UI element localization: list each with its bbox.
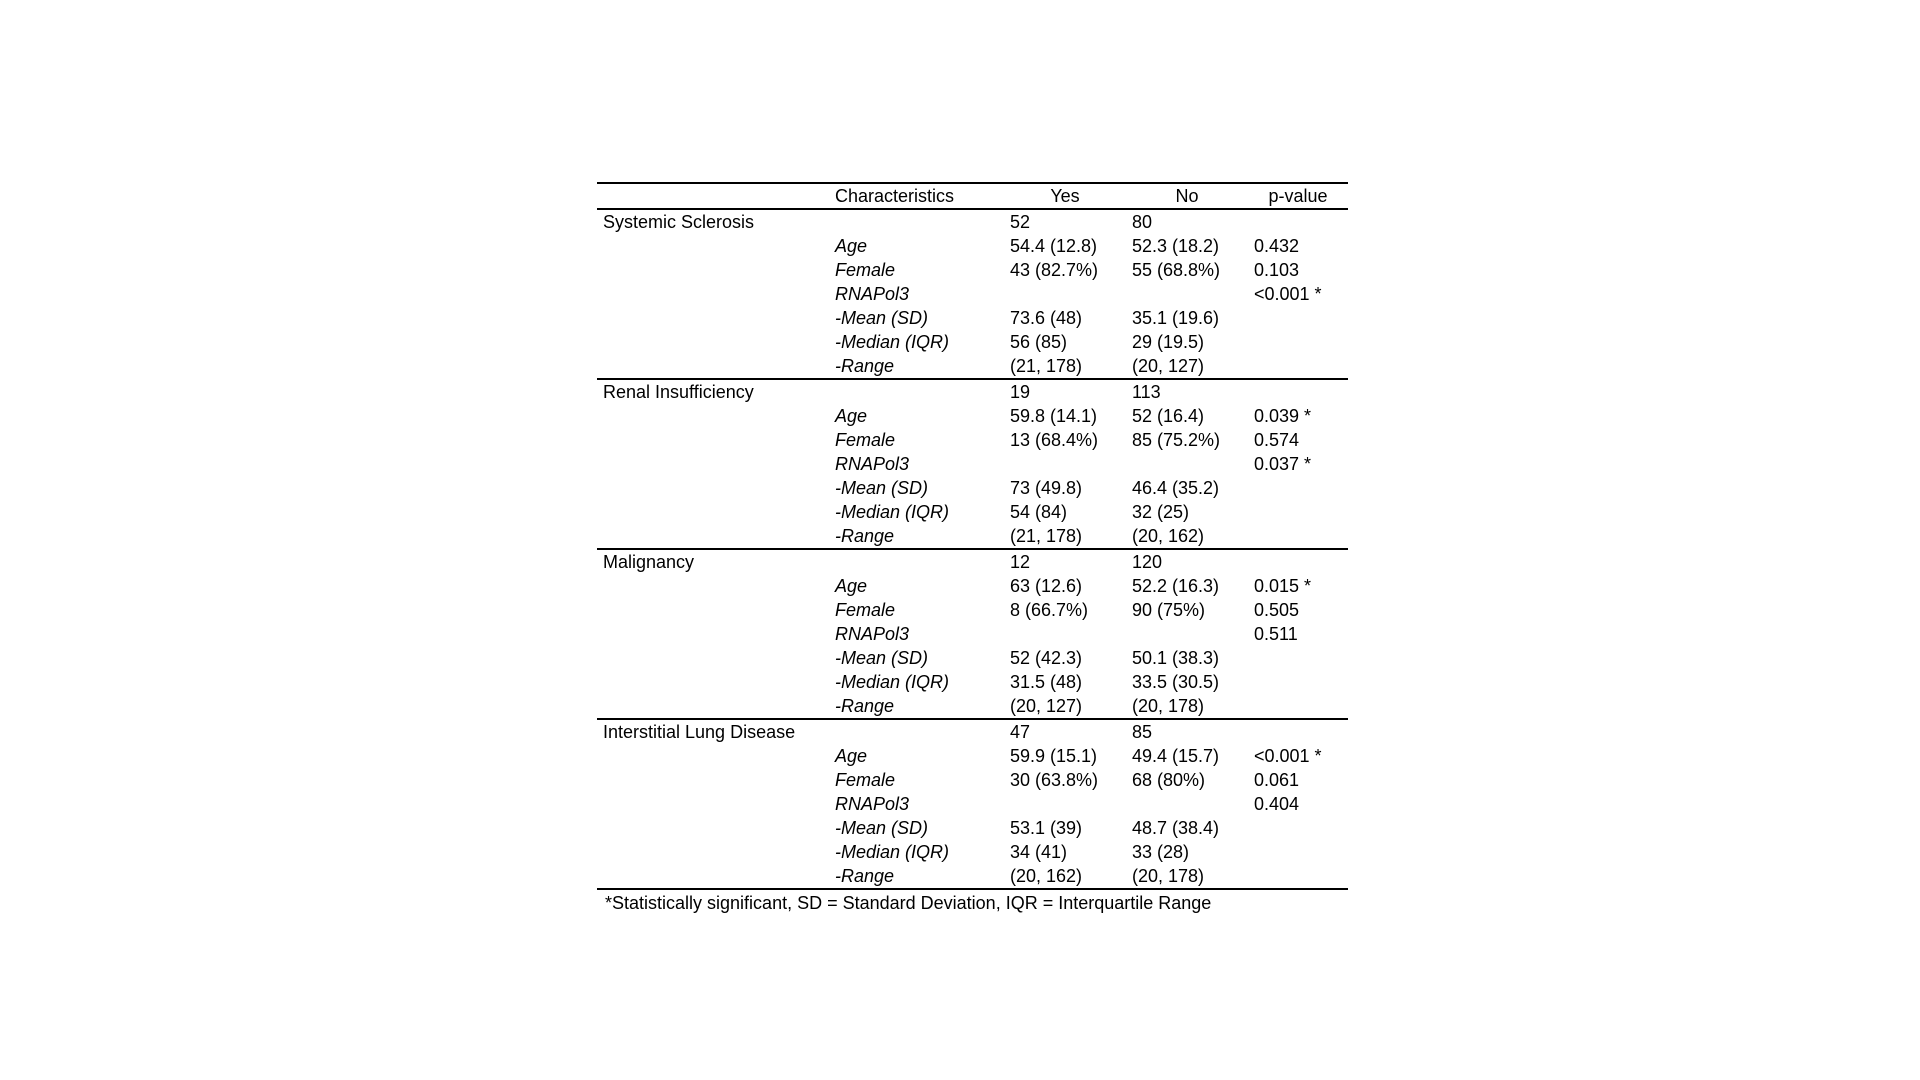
row-p-value	[1248, 864, 1348, 889]
row-no-value: 33 (28)	[1132, 842, 1190, 862]
row-no-value: 68 (80%)	[1132, 770, 1206, 790]
row-blank	[597, 452, 829, 476]
group-name: Malignancy	[603, 552, 695, 572]
group-no-count: 85	[1132, 722, 1153, 742]
table-row	[597, 768, 1348, 792]
group-spacer	[829, 209, 1004, 234]
row-p-value	[1248, 670, 1348, 694]
group-no-count: 113	[1132, 382, 1161, 402]
group-yes-count: 19	[1010, 382, 1031, 402]
row-p-value: 0.574	[1254, 430, 1300, 450]
row-no-value: 49.4 (15.7)	[1132, 746, 1220, 766]
row-yes-value	[1004, 452, 1126, 476]
row-blank	[597, 476, 829, 500]
table-row	[597, 622, 1348, 646]
table-row	[597, 428, 1348, 452]
group-no-count: 80	[1132, 212, 1153, 232]
row-no-value: 52 (16.4)	[1132, 406, 1205, 426]
table-row	[597, 670, 1348, 694]
row-label: -Range	[835, 356, 895, 376]
row-yes-value	[1004, 792, 1126, 816]
row-p-value: 0.103	[1254, 260, 1300, 280]
row-blank	[597, 622, 829, 646]
row-yes-value: (21, 178)	[1010, 356, 1083, 376]
header-blank	[597, 183, 829, 209]
header-yes: Yes	[1050, 186, 1080, 206]
row-yes-value: 53.1 (39)	[1010, 818, 1083, 838]
row-no-value: 48.7 (38.4)	[1132, 818, 1220, 838]
row-no-value: 29 (19.5)	[1132, 332, 1205, 352]
row-blank	[597, 816, 829, 840]
row-label: RNAPol3	[835, 624, 910, 644]
row-yes-value: 73 (49.8)	[1010, 478, 1083, 498]
row-label: -Mean (SD)	[835, 818, 929, 838]
table-row	[597, 840, 1348, 864]
row-blank	[597, 404, 829, 428]
table-row	[597, 282, 1348, 306]
row-label: -Median (IQR)	[835, 502, 950, 522]
group-header-row	[597, 719, 1348, 744]
row-label: Age	[835, 746, 868, 766]
row-p-value: 0.037 *	[1254, 454, 1312, 474]
row-no-value: 33.5 (30.5)	[1132, 672, 1220, 692]
table-row	[597, 258, 1348, 282]
row-p-value	[1248, 524, 1348, 549]
table-row	[597, 306, 1348, 330]
row-yes-value: (20, 162)	[1010, 866, 1083, 886]
row-no-value: (20, 162)	[1132, 526, 1205, 546]
row-label: Female	[835, 770, 896, 790]
table-row	[597, 598, 1348, 622]
group-p-blank	[1248, 379, 1348, 404]
row-blank	[597, 646, 829, 670]
row-blank	[597, 500, 829, 524]
group-yes-count: 47	[1010, 722, 1031, 742]
row-no-value	[1126, 792, 1248, 816]
row-yes-value: 54 (84)	[1010, 502, 1068, 522]
row-label: Age	[835, 236, 868, 256]
row-p-value	[1248, 500, 1348, 524]
row-blank	[597, 694, 829, 719]
row-blank	[597, 258, 829, 282]
row-no-value: 46.4 (35.2)	[1132, 478, 1220, 498]
row-p-value	[1248, 694, 1348, 719]
row-yes-value: 31.5 (48)	[1010, 672, 1083, 692]
row-yes-value: 59.8 (14.1)	[1010, 406, 1098, 426]
row-label: RNAPol3	[835, 454, 910, 474]
row-blank	[597, 744, 829, 768]
row-label: -Median (IQR)	[835, 332, 950, 352]
row-no-value: 50.1 (38.3)	[1132, 648, 1220, 668]
row-blank	[597, 840, 829, 864]
row-no-value	[1126, 452, 1248, 476]
characteristics-table	[597, 182, 1348, 890]
table-row	[597, 476, 1348, 500]
row-yes-value: 54.4 (12.8)	[1010, 236, 1098, 256]
header-no: No	[1175, 186, 1199, 206]
table-row	[597, 694, 1348, 719]
row-label: -Mean (SD)	[835, 478, 929, 498]
row-p-value	[1248, 646, 1348, 670]
row-yes-value: 34 (41)	[1010, 842, 1068, 862]
row-p-value	[1248, 354, 1348, 379]
row-p-value: 0.511	[1254, 624, 1298, 644]
row-yes-value: 73.6 (48)	[1010, 308, 1083, 328]
group-no-count: 120	[1132, 552, 1163, 572]
row-blank	[597, 864, 829, 889]
row-no-value: 55 (68.8%)	[1132, 260, 1221, 280]
row-no-value: 52.3 (18.2)	[1132, 236, 1220, 256]
row-yes-value: (21, 178)	[1010, 526, 1083, 546]
group-spacer	[829, 719, 1004, 744]
row-p-value	[1248, 306, 1348, 330]
row-p-value: 0.061	[1254, 770, 1300, 790]
group-header-row	[597, 379, 1348, 404]
table-row	[597, 864, 1348, 889]
row-blank	[597, 524, 829, 549]
row-p-value	[1248, 476, 1348, 500]
group-spacer	[829, 549, 1004, 574]
row-p-value	[1248, 840, 1348, 864]
row-label: -Range	[835, 866, 895, 886]
table-footnote: *Statistically significant, SD = Standard Deviation, IQR = Interquartile Range	[605, 893, 1212, 913]
row-no-value: (20, 127)	[1132, 356, 1205, 376]
row-no-value: 85 (75.2%)	[1132, 430, 1221, 450]
row-yes-value	[1004, 282, 1126, 306]
group-header-row	[597, 549, 1348, 574]
table-row	[597, 646, 1348, 670]
row-blank	[597, 306, 829, 330]
row-label: Female	[835, 260, 896, 280]
row-label: Age	[835, 406, 868, 426]
group-spacer	[829, 379, 1004, 404]
row-no-value: (20, 178)	[1132, 696, 1205, 716]
table-row	[597, 816, 1348, 840]
row-yes-value: 56 (85)	[1010, 332, 1068, 352]
table-row	[597, 330, 1348, 354]
row-no-value: 35.1 (19.6)	[1132, 308, 1220, 328]
row-no-value: 32 (25)	[1132, 502, 1190, 522]
row-label: -Median (IQR)	[835, 842, 950, 862]
row-blank	[597, 234, 829, 258]
row-label: -Range	[835, 526, 895, 546]
row-label: RNAPol3	[835, 284, 910, 304]
table-row	[597, 234, 1348, 258]
group-name: Systemic Sclerosis	[603, 212, 755, 232]
row-no-value: (20, 178)	[1132, 866, 1205, 886]
table-group	[597, 209, 1348, 379]
group-name: Renal Insufficiency	[603, 382, 754, 402]
row-p-value: 0.039 *	[1254, 406, 1312, 426]
row-yes-value	[1004, 622, 1126, 646]
table-row	[597, 404, 1348, 428]
row-blank	[597, 670, 829, 694]
row-blank	[597, 598, 829, 622]
row-p-value	[1248, 330, 1348, 354]
header-p-value: p-value	[1268, 186, 1328, 206]
row-yes-value: 8 (66.7%)	[1010, 600, 1089, 620]
header-characteristics: Characteristics	[835, 186, 955, 206]
row-no-value: 90 (75%)	[1132, 600, 1206, 620]
row-label: Female	[835, 600, 896, 620]
row-no-value	[1126, 622, 1248, 646]
row-yes-value: 63 (12.6)	[1010, 576, 1083, 596]
table-row	[597, 744, 1348, 768]
table-row	[597, 500, 1348, 524]
row-p-value	[1248, 816, 1348, 840]
table-row	[597, 524, 1348, 549]
row-blank	[597, 792, 829, 816]
row-blank	[597, 282, 829, 306]
table-row	[597, 574, 1348, 598]
row-blank	[597, 428, 829, 452]
row-label: RNAPol3	[835, 794, 910, 814]
row-yes-value: 59.9 (15.1)	[1010, 746, 1098, 766]
row-yes-value: 52 (42.3)	[1010, 648, 1083, 668]
table-row	[597, 354, 1348, 379]
row-blank	[597, 330, 829, 354]
group-yes-count: 12	[1010, 552, 1031, 572]
row-p-value: 0.404	[1254, 794, 1300, 814]
table-header-row	[597, 183, 1348, 209]
group-header-row	[597, 209, 1348, 234]
row-blank	[597, 354, 829, 379]
row-p-value: <0.001 *	[1254, 746, 1322, 766]
row-label: -Mean (SD)	[835, 648, 929, 668]
table-row	[597, 792, 1348, 816]
row-yes-value: 13 (68.4%)	[1010, 430, 1099, 450]
row-label: -Mean (SD)	[835, 308, 929, 328]
group-yes-count: 52	[1010, 212, 1031, 232]
row-label: -Range	[835, 696, 895, 716]
group-name: Interstitial Lung Disease	[603, 722, 796, 742]
row-yes-value: 30 (63.8%)	[1010, 770, 1099, 790]
row-no-value	[1126, 282, 1248, 306]
row-p-value: <0.001 *	[1254, 284, 1322, 304]
group-p-blank	[1248, 209, 1348, 234]
group-p-blank	[1248, 719, 1348, 744]
table-group	[597, 549, 1348, 719]
table-group	[597, 719, 1348, 889]
row-label: Female	[835, 430, 896, 450]
table-row	[597, 452, 1348, 476]
row-p-value: 0.432	[1254, 236, 1300, 256]
row-yes-value: (20, 127)	[1010, 696, 1083, 716]
group-p-blank	[1248, 549, 1348, 574]
row-p-value: 0.505	[1254, 600, 1300, 620]
table-group	[597, 379, 1348, 549]
row-p-value: 0.015 *	[1254, 576, 1312, 596]
row-blank	[597, 574, 829, 598]
row-label: Age	[835, 576, 868, 596]
row-yes-value: 43 (82.7%)	[1010, 260, 1099, 280]
row-blank	[597, 768, 829, 792]
characteristics-table-container	[597, 182, 1348, 915]
row-label: -Median (IQR)	[835, 672, 950, 692]
row-no-value: 52.2 (16.3)	[1132, 576, 1220, 596]
